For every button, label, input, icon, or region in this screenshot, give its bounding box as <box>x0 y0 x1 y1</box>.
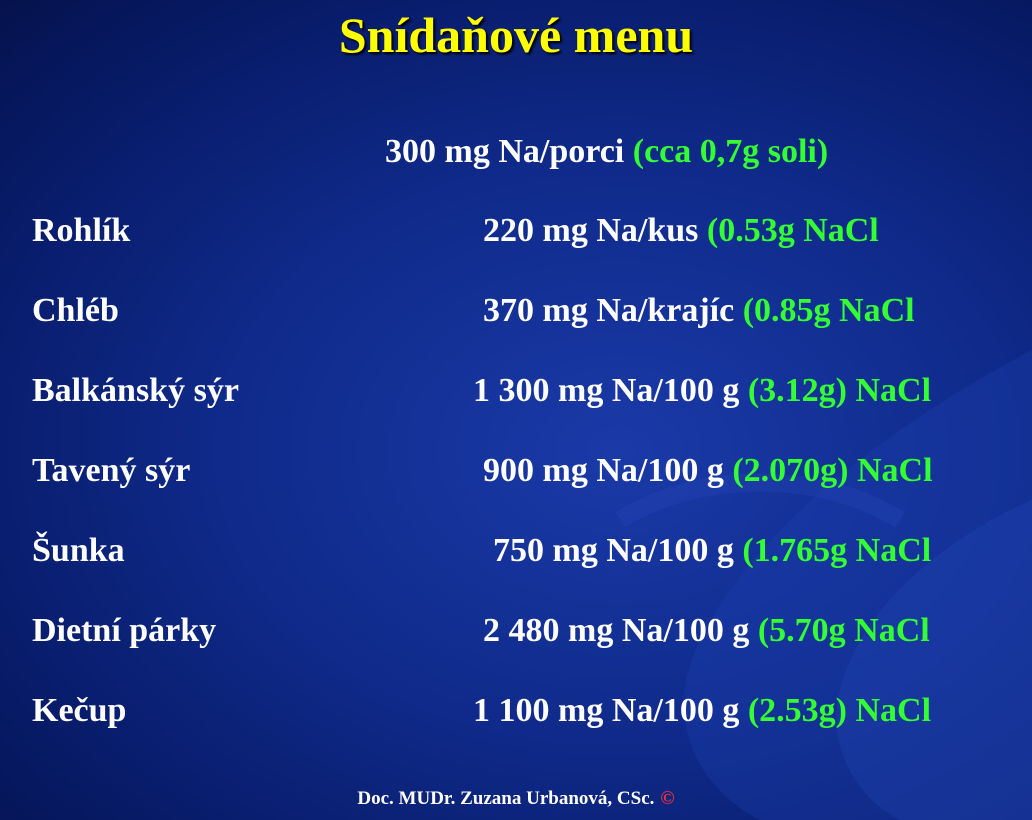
food-row <box>0 612 1032 662</box>
food-value <box>483 212 879 250</box>
copyright-symbol: © <box>660 788 675 809</box>
sodium-amount: 1 100 mg Na/100 g <box>473 692 748 729</box>
sodium-amount: 1 300 mg Na/100 g <box>473 372 748 409</box>
food-label: Dietní párky <box>32 612 217 649</box>
nacl-amount: (0.53g NaCl <box>706 212 879 249</box>
food-label: Tavený sýr <box>32 452 191 489</box>
nacl-amount: (3.12g) NaCl <box>747 372 932 409</box>
food-value <box>473 692 931 730</box>
food-label: Kečup <box>32 692 127 729</box>
nacl-amount: (0.85g NaCl <box>742 292 915 329</box>
food-row <box>0 372 1032 422</box>
header-row-value <box>385 133 828 171</box>
nacl-amount: (1.765g NaCl <box>742 532 932 569</box>
nacl-amount: (2.53g) NaCl <box>747 692 932 729</box>
nacl-amount: (5.70g NaCl <box>757 612 930 649</box>
food-value <box>473 372 931 410</box>
header-row <box>0 133 1032 183</box>
sodium-amount: 220 mg Na/kus <box>483 212 707 249</box>
footer-credit <box>0 788 1032 810</box>
food-value <box>483 292 915 330</box>
nacl-amount: (2.070g) NaCl <box>732 452 933 489</box>
header-salt-text: (cca 0,7g soli) <box>632 133 829 170</box>
food-label: Šunka <box>32 532 125 569</box>
food-value <box>493 532 931 570</box>
sodium-amount: 2 480 mg Na/100 g <box>483 612 758 649</box>
food-row <box>0 452 1032 502</box>
food-row <box>0 292 1032 342</box>
food-row <box>0 532 1032 582</box>
author-name: Doc. MUDr. Zuzana Urbanová, CSc. <box>357 788 655 809</box>
sodium-amount: 370 mg Na/krajíc <box>483 292 743 329</box>
sodium-amount: 750 mg Na/100 g <box>493 532 743 569</box>
food-label: Rohlík <box>32 212 131 249</box>
sodium-amount: 900 mg Na/100 g <box>483 452 733 489</box>
food-row <box>0 692 1032 742</box>
food-value <box>483 452 933 490</box>
food-value <box>483 612 930 650</box>
header-sodium-text: 300 mg Na/porci <box>385 133 633 170</box>
food-row <box>0 212 1032 262</box>
food-label: Chléb <box>32 292 119 329</box>
food-label: Balkánský sýr <box>32 372 239 409</box>
slide-title: Snídaňové menu <box>338 7 694 63</box>
